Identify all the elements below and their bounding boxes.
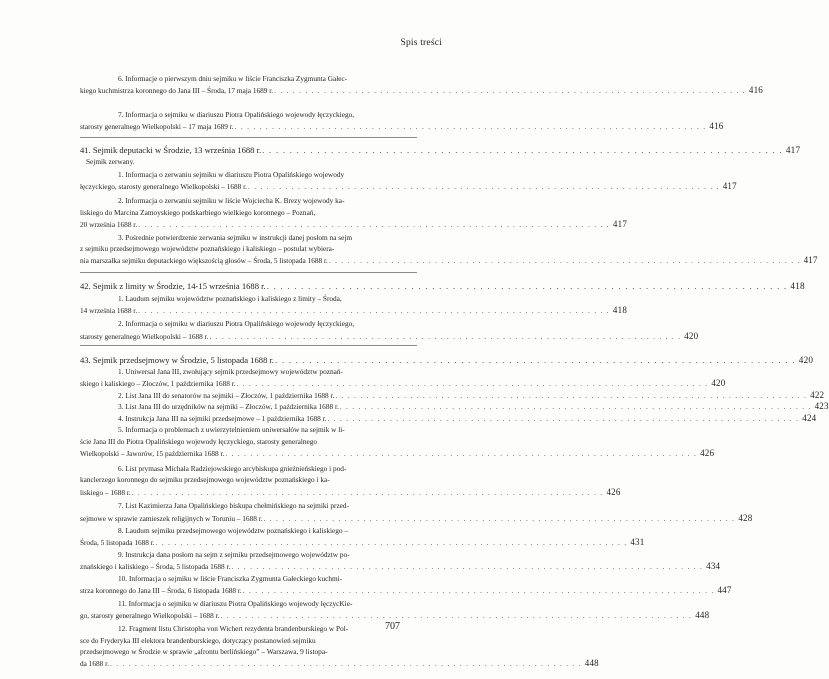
toc-page-number: 447 bbox=[717, 585, 732, 595]
toc-entry-line bbox=[118, 550, 447, 560]
toc-entry-text: 2. List Jana III do senatorów na sejmiki – Złoczów, 1 października 1688 r. bbox=[118, 391, 335, 400]
toc-entry-text: 11. Informacja o sejmiku w diariuszu Piotra Opalińskiego wojewody łęczycKie- bbox=[118, 599, 353, 608]
dot-leader: . . . . . . . . . . . . . . . . . . . . . . . . . . . . . . . . . . . . . . . . . . . . . . . . . . . . . . . . . . . . . . . . . . . . . . . . . . . . bbox=[247, 182, 720, 191]
toc-entry-line bbox=[80, 255, 818, 266]
toc-page-number: 423 bbox=[814, 401, 829, 411]
toc-entry-text: 10. Informacja o sejmiku w liście Franciszka Zygmunta Gałeckiego kuchmi- bbox=[118, 574, 343, 583]
dot-leader: . . . . . . . . . . . . . . . . . . . . . . . . . . . . . . . . . . . . . . . . . . . . . . . . . . . . . . . . . . . . . . . . . . . . . . . . . . . . bbox=[327, 414, 800, 423]
dot-leader: . . . . . . . . . . . . . . . . . . . . . . . . . . . . . . . . . . . . . . . . . . . . . . . . . . . . . . . . . . . . . . . . . . . . . . . . . . . . bbox=[262, 145, 783, 155]
toc-entry-line bbox=[118, 526, 447, 536]
toc-entry-text: sce do Fryderyka III elektora brandenburskiego, dotyczący postanowień sejmiku bbox=[80, 636, 316, 645]
dot-leader: . . . . . . . . . . . . . . . . . . . . . . . . . . . . . . . . . . . . . . . . . . . . . . . . . . . . . . . . . . . . . . . . . . . . . . . . . . . . bbox=[328, 256, 801, 265]
toc-page-number: 420 bbox=[711, 378, 726, 388]
dot-leader: . . . . . . . . . . . . . . . . . . . . . . . . . . . . . . . . . . . . . . . . . . . . . . . . . . . . . . . . . . . . . . . . . . . . . . . . . . . . bbox=[236, 379, 709, 388]
toc-entry-line bbox=[118, 401, 829, 412]
dot-leader: . . . . . . . . . . . . . . . . . . . . . . . . . . . . . . . . . . . . . . . . . . . . . . . . . . . . . . . . . . . . . . . . . . . . . . . . . . . . bbox=[220, 611, 693, 620]
toc-entry-text: 6. List prymasa Michała Radziejowskiego arcybiskupa gnieźnieńskiego i pod- bbox=[118, 464, 347, 473]
toc-entry-text: skiego i kaliskiego – Złoczów, 1 października 1688 r. bbox=[80, 379, 236, 388]
toc-entry-line bbox=[80, 331, 699, 342]
dot-leader: . . . . . . . . . . . . . . . . . . . . . . . . . . . . . . . . . . . . . . . . . . . . . . . . . . . . . . . . . . . . . . . . . . . . . . . . . . . . bbox=[275, 355, 796, 365]
toc-entry-line bbox=[118, 425, 447, 435]
toc-entry-line bbox=[118, 294, 447, 304]
toc-entry-text: 12. Fragment listu Christopha von Wichert rezydenta brandenburskiego w Pol- bbox=[118, 624, 349, 633]
toc-entry-text: 1. Uniwersał Jana III, zwołujący sejmik przedsejmowy województw poznań- bbox=[118, 367, 343, 376]
toc-entry-text: przedsejmowego w Środzie w sprawie „afrontu berlińskiego” – Warszawa, 9 listopa- bbox=[80, 647, 328, 656]
toc-entry-text: Wielkopolski – Jaworów, 15 października 1688 r. bbox=[80, 449, 225, 458]
toc-entry-line bbox=[80, 219, 628, 230]
toc-entry-text: 5. Informacja o problemach z uwierzytelnieniem uniwersałów na sejmik w li- bbox=[118, 425, 345, 434]
toc-entry-text: kanclerzego koronnego do sejmiku przedsejmowego województw poznańskiego i ka- bbox=[80, 475, 330, 484]
toc-page-number: 426 bbox=[606, 487, 621, 497]
dot-leader: . . . . . . . . . . . . . . . . . . . . . . . . . . . . . . . . . . . . . . . . . . . . . . . . . . . . . . . . . . . . . . . . . . . . . . . . . . . . bbox=[131, 488, 604, 497]
toc-entry-text: 20 września 1688 r. bbox=[80, 220, 138, 229]
toc-entry-line bbox=[118, 74, 447, 84]
toc-entry-line bbox=[80, 647, 447, 657]
toc-page-number: 434 bbox=[706, 561, 721, 571]
toc-entry-text: 4. Instrukcja Jana III na sejmiki przedsejmowe – 1 października 1688 r. bbox=[118, 414, 327, 423]
toc-entry-line bbox=[80, 121, 724, 132]
toc-page-number: 448 bbox=[695, 610, 710, 620]
toc-entry-line bbox=[118, 501, 447, 511]
dot-leader: . . . . . . . . . . . . . . . . . . . . . . . . . . . . . . . . . . . . . . . . . . . . . . . . . . . . . . . . . . . . . . . . . . . . . . . . . . . . bbox=[234, 122, 707, 131]
toc-entry-text: 2. Informacja o sejmiku w diariuszu Piotra Opalińskiego wojewody łęczyckiego, bbox=[118, 319, 355, 328]
toc-section-heading bbox=[80, 355, 814, 365]
toc-page-number: 422 bbox=[810, 390, 825, 400]
toc-page-number: 417 bbox=[803, 255, 818, 265]
toc-entry-text: 1. Informacja o zerwaniu sejmiku w diariuszu Piotra Opalińskiego wojewody bbox=[118, 170, 345, 179]
toc-entry-text: strza koronnego do Jana III – Środa, 6 listopada 1688 r. bbox=[80, 586, 242, 595]
toc-entry-text: 9. Instrukcja dana posłom na sejm z sejmiku przedsejmowego województw po- bbox=[118, 550, 350, 559]
toc-entry-text: 7. List Kazimierza Jana Opalińskiego biskupa chełmińskiego na sejmiki przed- bbox=[118, 501, 350, 510]
toc-entry-line bbox=[118, 367, 447, 377]
toc-entry-text: z sejmiku przedsejmowego województw poznańskiego i kaliskiego – postulat wybiera- bbox=[80, 244, 335, 253]
running-header: Spis treści bbox=[400, 38, 442, 48]
dot-leader: . . . . . . . . . . . . . . . . . . . . . . . . . . . . . . . . . . . . . . . . . . . . . . . . . . . . . . . . . . . . . . . . . . . . . . . . . . . . bbox=[266, 281, 788, 291]
toc-page-number: 418 bbox=[612, 305, 628, 315]
toc-entry-line bbox=[118, 196, 447, 206]
toc-entry-line bbox=[80, 585, 732, 596]
toc-entry-text: kiego kuchmistrza koronnego do Jana III – Środa, 17 maja 1689 r. bbox=[80, 86, 274, 95]
toc-entry-line bbox=[80, 658, 599, 669]
toc-page-number: 426 bbox=[700, 448, 715, 458]
toc-page-number: 428 bbox=[738, 513, 753, 523]
toc-entry-text: liskiego do Marcina Zamoyskiego podskarbiego wielkiego koronnego – Poznań, bbox=[80, 208, 316, 217]
dot-leader: . . . . . . . . . . . . . . . . . . . . . . . . . . . . . . . . . . . . . . . . . . . . . . . . . . . . . . . . . . . . . . . . . . . . . . . . . . . . bbox=[138, 220, 610, 229]
toc-page-number: 420 bbox=[798, 355, 814, 365]
toc-entry-line bbox=[118, 170, 447, 180]
toc-entry-text: łęczyckiego, starosty generalnego Wielkopolski – 1688 r. bbox=[80, 182, 247, 191]
toc-page-number: 418 bbox=[790, 281, 805, 291]
toc-entry-line bbox=[118, 413, 817, 424]
dot-leader: . . . . . . . . . . . . . . . . . . . . . . . . . . . . . . . . . . . . . . . . . . . . . . . . . . . . . . . . . . . . . . . . . . . . . . . . . . . . bbox=[242, 586, 715, 595]
toc-entry-line bbox=[80, 305, 628, 316]
toc-entry-line bbox=[80, 513, 753, 524]
toc-entry-text: 3. Pośrednie potwierdzenie zerwania sejmiku w instrukcji danej posłom na sejm bbox=[118, 233, 353, 242]
toc-entry-line bbox=[80, 475, 447, 485]
toc-entry-text: starosty generalnego Wielkopolski – 1688 r. bbox=[80, 332, 209, 341]
toc-entry-line bbox=[118, 599, 447, 609]
toc-entry-text: starosty generalnego Wielkopolski – 17 maja 1689 r. bbox=[80, 122, 234, 131]
toc-section-heading bbox=[80, 145, 801, 155]
page-number: 707 bbox=[385, 621, 400, 632]
toc-entry-text: ście Jana III do Piotra Opalińskiego wojewody łęczyckiego, starosty generalnego bbox=[80, 437, 318, 446]
toc-entry-text: 2. Informacja o zerwaniu sejmiku w liście Wojciecha K. Brezy wojewody ka- bbox=[118, 196, 345, 205]
toc-entry-text: 3. List Jana III do urzędników na sejmiki – Złoczów, 1 października 1688 r. bbox=[118, 402, 339, 411]
toc-entry-line bbox=[80, 181, 737, 192]
toc-entry-text: 43. Sejmik przedsejmowy w Środzie, 5 listopada 1688 r. bbox=[80, 355, 275, 365]
toc-entry-text: 1. Laudum sejmiku województw poznańskiego i kaliskiego z limity – Środa, bbox=[118, 294, 342, 303]
toc-entry-line bbox=[80, 208, 447, 218]
toc-entry-text: 8. Laudum sejmiku przedsejmowego województw poznańskiego i kaliskiego – bbox=[118, 526, 349, 535]
dot-leader: . . . . . . . . . . . . . . . . . . . . . . . . . . . . . . . . . . . . . . . . . . . . . . . . . . . . . . . . . . . . . . . . . . . . . . . . . . . . bbox=[231, 562, 704, 571]
toc-entry-text: sejmowe w sprawie zamieszek religijnych w Toruniu – 1688 r. bbox=[80, 514, 263, 523]
toc-entry-line bbox=[80, 378, 726, 389]
toc-entry-text: znańskiego i kaliskiego – Środa, 5 listopada 1688 r. bbox=[80, 562, 231, 571]
toc-entry-text: da 1688 r. bbox=[80, 659, 109, 668]
toc-entry-line bbox=[80, 244, 447, 254]
toc-entry-line bbox=[80, 85, 763, 96]
toc-entry-line bbox=[80, 636, 447, 646]
toc-entry-line bbox=[80, 561, 721, 572]
toc-entry-text: liskiego – 1688 r. bbox=[80, 488, 131, 497]
toc-entry-line bbox=[80, 487, 621, 498]
toc-entry-text: go, starosty generalnego Wielkopolski – 1688 r. bbox=[80, 611, 220, 620]
toc-page-number: 420 bbox=[684, 331, 699, 341]
toc-entry-text: 41. Sejmik deputacki w Środzie, 13 września 1688 r. bbox=[80, 145, 262, 155]
toc-entry-line bbox=[86, 157, 447, 167]
dot-leader: . . . . . . . . . . . . . . . . . . . . . . . . . . . . . . . . . . . . . . . . . . . . . . . . . . . . . . . . . . . . . . . . . . . . . . . . . . . . bbox=[274, 86, 746, 95]
toc-page-number: 416 bbox=[748, 85, 763, 95]
toc-page-number: 417 bbox=[722, 181, 737, 191]
dot-leader: . . . . . . . . . . . . . . . . . . . . . . . . . . . . . . . . . . . . . . . . . . . . . . . . . . . . . . . . . . . . . . . . . . . . . . . . . . . . bbox=[339, 402, 812, 411]
dot-leader: . . . . . . . . . . . . . . . . . . . . . . . . . . . . . . . . . . . . . . . . . . . . . . . . . . . . . . . . . . . . . . . . . . . . . . . . . . . . bbox=[109, 659, 582, 668]
toc-page-number: 448 bbox=[584, 658, 599, 668]
section-divider bbox=[80, 272, 417, 273]
toc-entry-line bbox=[80, 537, 645, 548]
toc-page-number: 417 bbox=[612, 219, 628, 229]
dot-leader: . . . . . . . . . . . . . . . . . . . . . . . . . . . . . . . . . . . . . . . . . . . . . . . . . . . . . . . . . . . . . . . . . . . . . . . . . . . . bbox=[155, 538, 628, 547]
toc-entry-line bbox=[118, 319, 447, 329]
toc-entry-text: Sejmik zerwany. bbox=[86, 157, 135, 166]
toc-entry-text: 14 września 1688 r. bbox=[80, 306, 138, 315]
toc-entry-text: 7. Informacja o sejmiku w diariuszu Piotra Opalińskiego wojewody łęczyckiego, bbox=[118, 110, 355, 119]
toc-entry-text: nia marszałka sejmiku deputackiego większością głosów – Środa, 5 listopada 1688 r. bbox=[80, 256, 328, 265]
toc-entry-line bbox=[118, 574, 447, 584]
toc-page-number: 416 bbox=[709, 121, 724, 131]
toc-page-number: 431 bbox=[630, 537, 645, 547]
dot-leader: . . . . . . . . . . . . . . . . . . . . . . . . . . . . . . . . . . . . . . . . . . . . . . . . . . . . . . . . . . . . . . . . . . . . . . . . . . . . bbox=[225, 449, 698, 458]
toc-entry-text: 6. Informacje o pierwszym dniu sejmiku w liście Franciszka Zygmunta Gałec- bbox=[118, 74, 348, 83]
toc-entry-line bbox=[80, 610, 710, 621]
toc-entry-line bbox=[118, 390, 825, 401]
toc-entry-line bbox=[80, 437, 447, 447]
dot-leader: . . . . . . . . . . . . . . . . . . . . . . . . . . . . . . . . . . . . . . . . . . . . . . . . . . . . . . . . . . . . . . . . . . . . . . . . . . . . bbox=[335, 391, 808, 400]
dot-leader: . . . . . . . . . . . . . . . . . . . . . . . . . . . . . . . . . . . . . . . . . . . . . . . . . . . . . . . . . . . . . . . . . . . . . . . . . . . . bbox=[209, 332, 682, 341]
dot-leader: . . . . . . . . . . . . . . . . . . . . . . . . . . . . . . . . . . . . . . . . . . . . . . . . . . . . . . . . . . . . . . . . . . . . . . . . . . . . bbox=[138, 306, 610, 315]
section-divider bbox=[80, 137, 417, 138]
toc-section-heading bbox=[80, 281, 805, 291]
toc-entry-line bbox=[80, 448, 715, 459]
toc-page-number: 417 bbox=[785, 145, 801, 155]
toc-entry-line bbox=[118, 233, 447, 243]
toc-entry-line bbox=[118, 464, 447, 474]
toc-entry-line bbox=[118, 110, 447, 120]
toc-entry-text: 42. Sejmik z limity w Środzie, 14-15 września 1688 r. bbox=[80, 281, 266, 291]
toc-page-number: 424 bbox=[802, 413, 817, 423]
toc-entry-text: Środa, 5 listopada 1688 r. bbox=[80, 538, 155, 547]
dot-leader: . . . . . . . . . . . . . . . . . . . . . . . . . . . . . . . . . . . . . . . . . . . . . . . . . . . . . . . . . . . . . . . . . . . . . . . . . . . . bbox=[263, 514, 736, 523]
section-divider bbox=[80, 345, 417, 346]
